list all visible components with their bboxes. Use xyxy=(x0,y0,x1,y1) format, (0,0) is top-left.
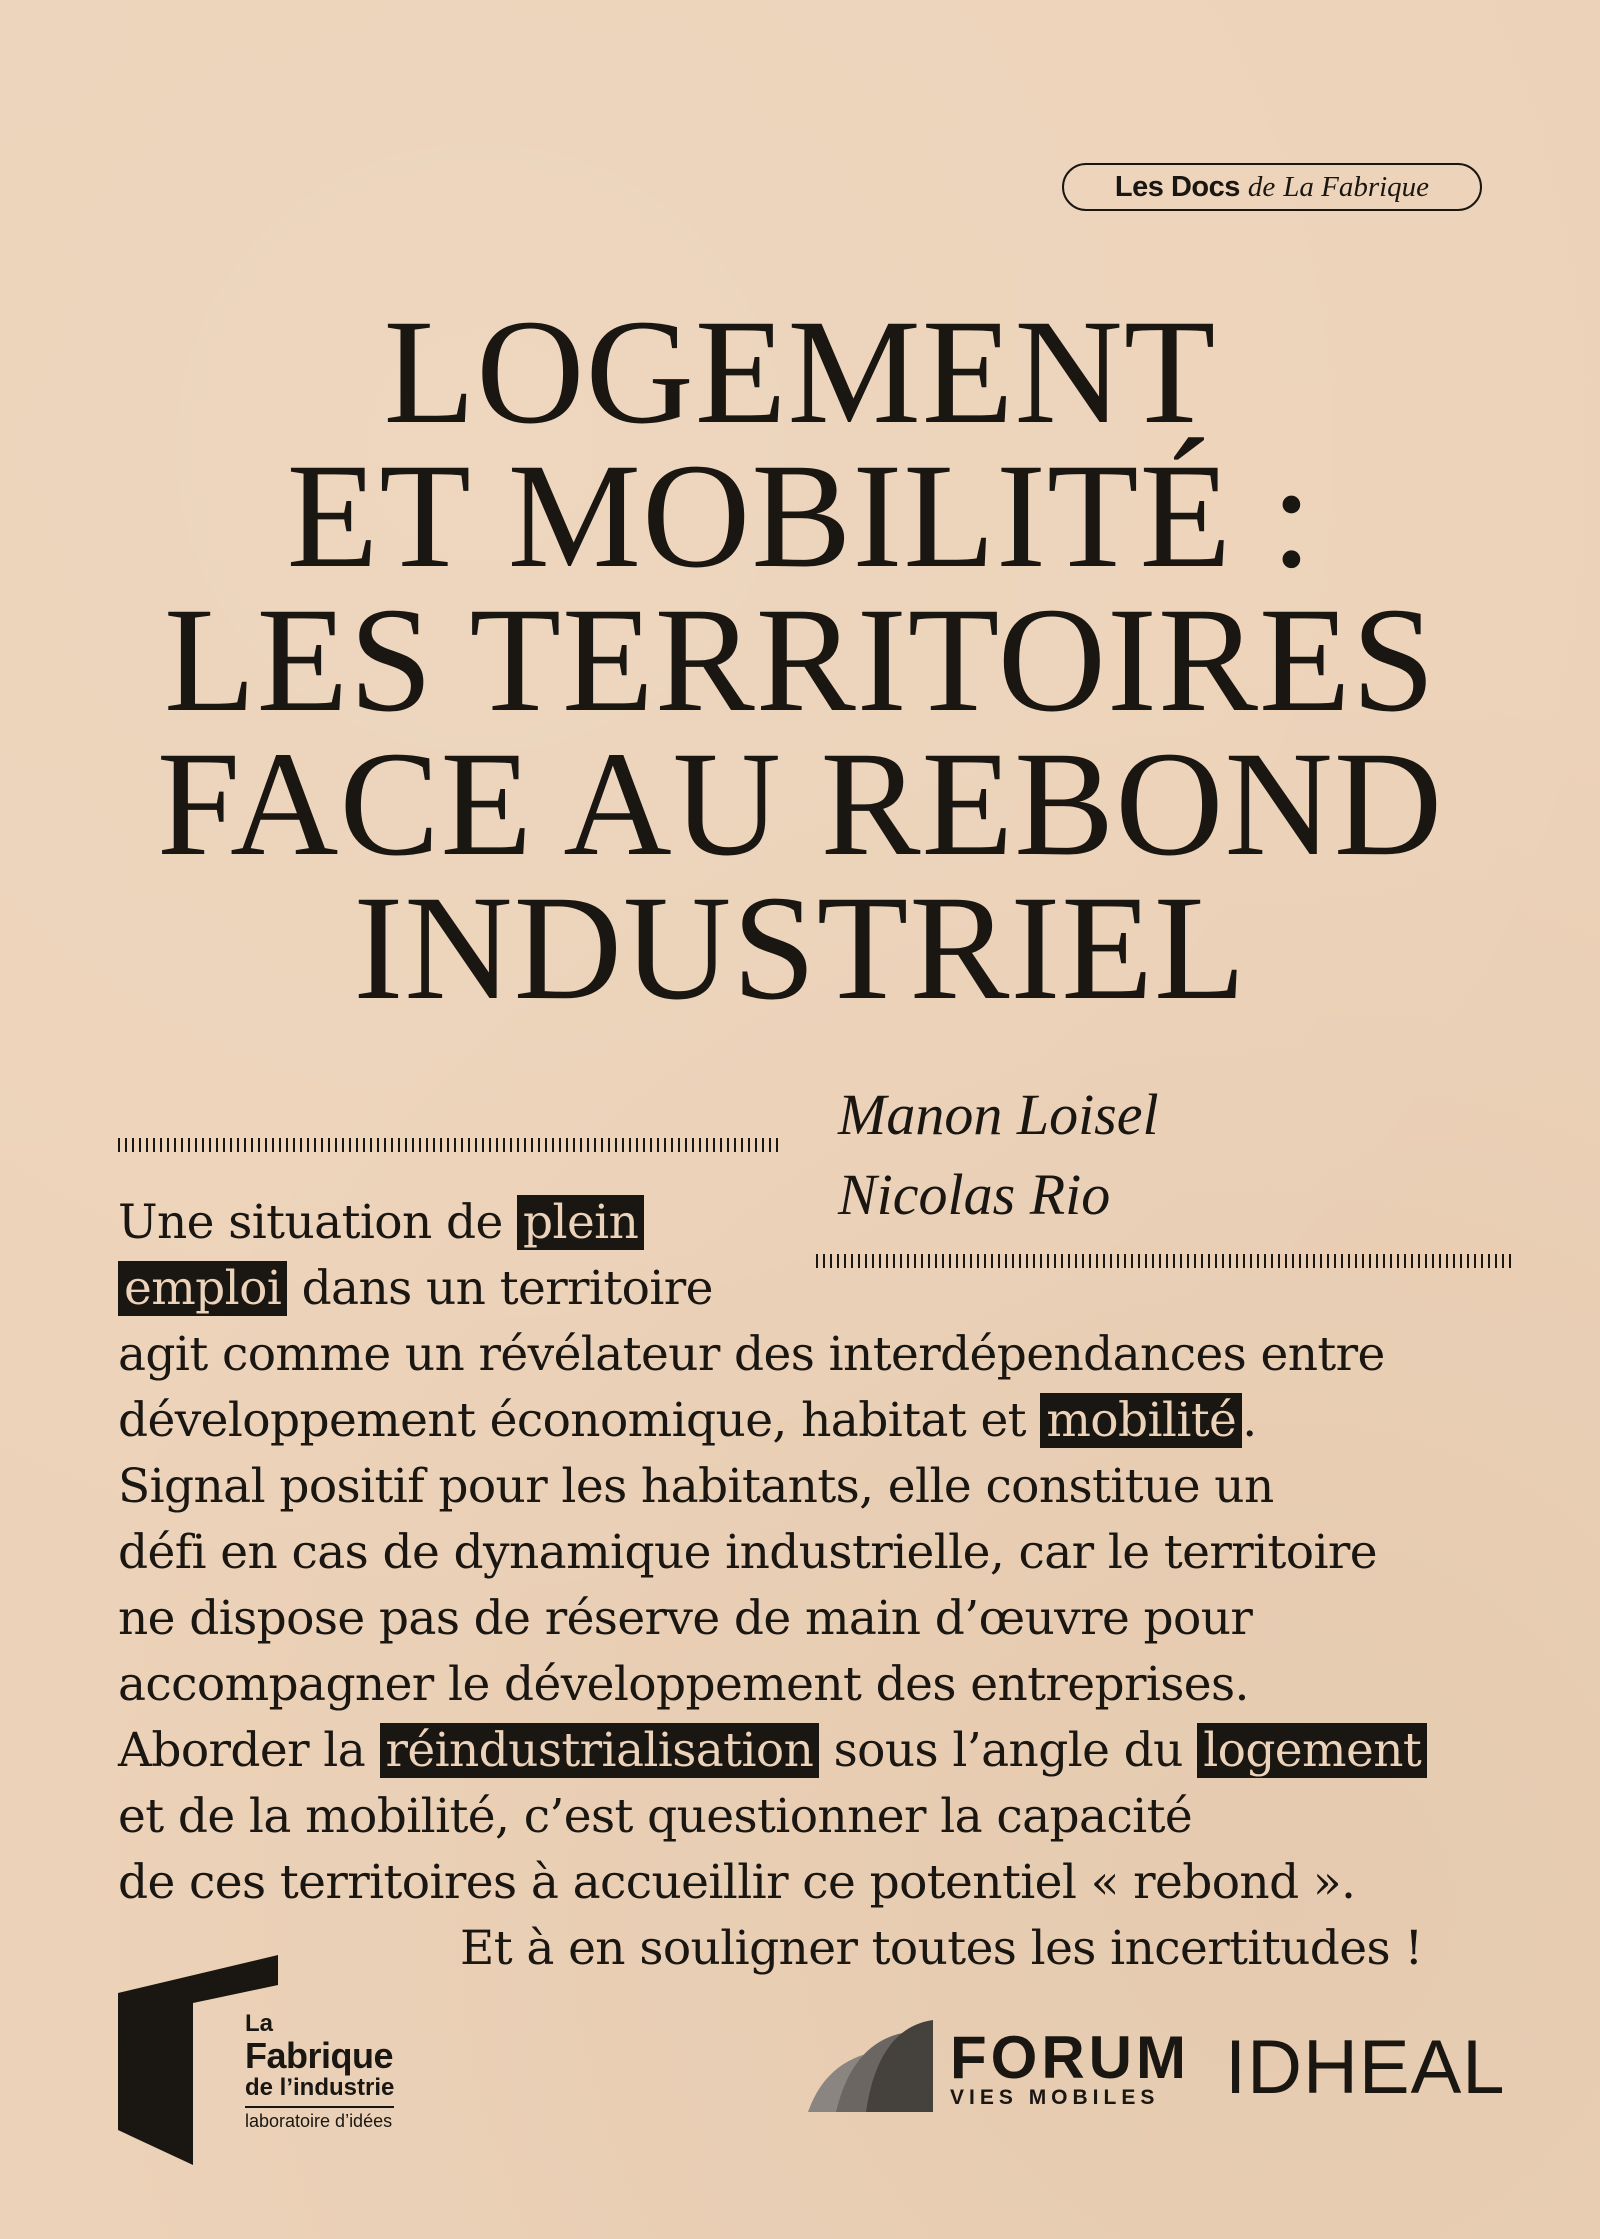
forum-logo-text xyxy=(950,2024,1190,2110)
text-segment: Une situation de xyxy=(118,1195,518,1250)
summary-line xyxy=(118,1256,1518,1322)
forum-logo-line-1: FORUM xyxy=(950,2024,1190,2091)
summary-line xyxy=(118,1190,1518,1256)
summary-line: et de la mobilité, c’est questionner la capacité xyxy=(118,1789,1193,1844)
summary-line xyxy=(118,1388,1518,1454)
title-line-4: FACE AU REBOND xyxy=(156,721,1444,887)
forum-logo-icon xyxy=(808,2020,943,2119)
title-line-1: LOGEMENT xyxy=(383,289,1217,455)
summary-line: de ces territoires à accueillir ce potentiel « rebond ». xyxy=(118,1855,1356,1910)
series-badge xyxy=(1062,163,1482,211)
series-connector: de xyxy=(1247,170,1276,203)
author-1: Manon Loisel xyxy=(838,1082,1159,1147)
keyword-highlight: réindustrialisation xyxy=(380,1723,820,1778)
summary-line: ne dispose pas de réserve de main d’œuvre pour xyxy=(118,1591,1253,1646)
title-line-2: ET MOBILITÉ : xyxy=(286,433,1314,599)
idheal-logo: IDHEAL xyxy=(1225,2025,1506,2110)
title-line-5: INDUSTRIEL xyxy=(353,865,1247,1031)
text-segment: dans un territoire xyxy=(287,1261,713,1316)
keyword-highlight: plein xyxy=(517,1195,644,1250)
summary-line: accompagner le développement des entreprises. xyxy=(118,1657,1249,1712)
summary-text xyxy=(118,1190,1518,1982)
fabrique-logo-text xyxy=(245,2010,394,2134)
fabrique-logo-line-2: Fabrique xyxy=(245,2035,394,2076)
summary-line: agit comme un révélateur des interdépendances entre xyxy=(118,1327,1385,1382)
summary-line: Signal positif pour les habitants, elle constitue un xyxy=(118,1459,1274,1514)
fabrique-logo-line-3: de l’industrie xyxy=(245,2074,394,2108)
text-segment: Aborder la xyxy=(118,1723,380,1778)
text-segment: sous l’angle du xyxy=(819,1723,1198,1778)
keyword-highlight: logement xyxy=(1197,1723,1427,1778)
fabrique-logo-line-1: La xyxy=(245,2010,274,2037)
keyword-highlight: mobilité xyxy=(1040,1393,1242,1448)
title-line-3: LES TERRITOIRES xyxy=(163,577,1437,743)
summary-line: Et à en souligner toutes les incertitudes ! xyxy=(460,1921,1423,1976)
forum-logo-line-2: VIES MOBILES xyxy=(950,2086,1160,2109)
series-publisher: La Fabrique xyxy=(1283,170,1430,203)
summary-line xyxy=(118,1718,1518,1784)
keyword-highlight: emploi xyxy=(118,1261,287,1316)
page-title xyxy=(0,289,1600,1031)
series-name: Les Docs xyxy=(1114,170,1240,203)
fabrique-logo-line-4: laboratoire d’idées xyxy=(245,2111,393,2131)
summary-line: défi en cas de dynamique industrielle, car le territoire xyxy=(118,1525,1378,1580)
text-segment: . xyxy=(1242,1393,1257,1448)
author-2: Nicolas Rio xyxy=(838,1162,1111,1227)
text-segment: développement économique, habitat et xyxy=(118,1393,1041,1448)
dotted-rule-left xyxy=(118,1138,782,1152)
